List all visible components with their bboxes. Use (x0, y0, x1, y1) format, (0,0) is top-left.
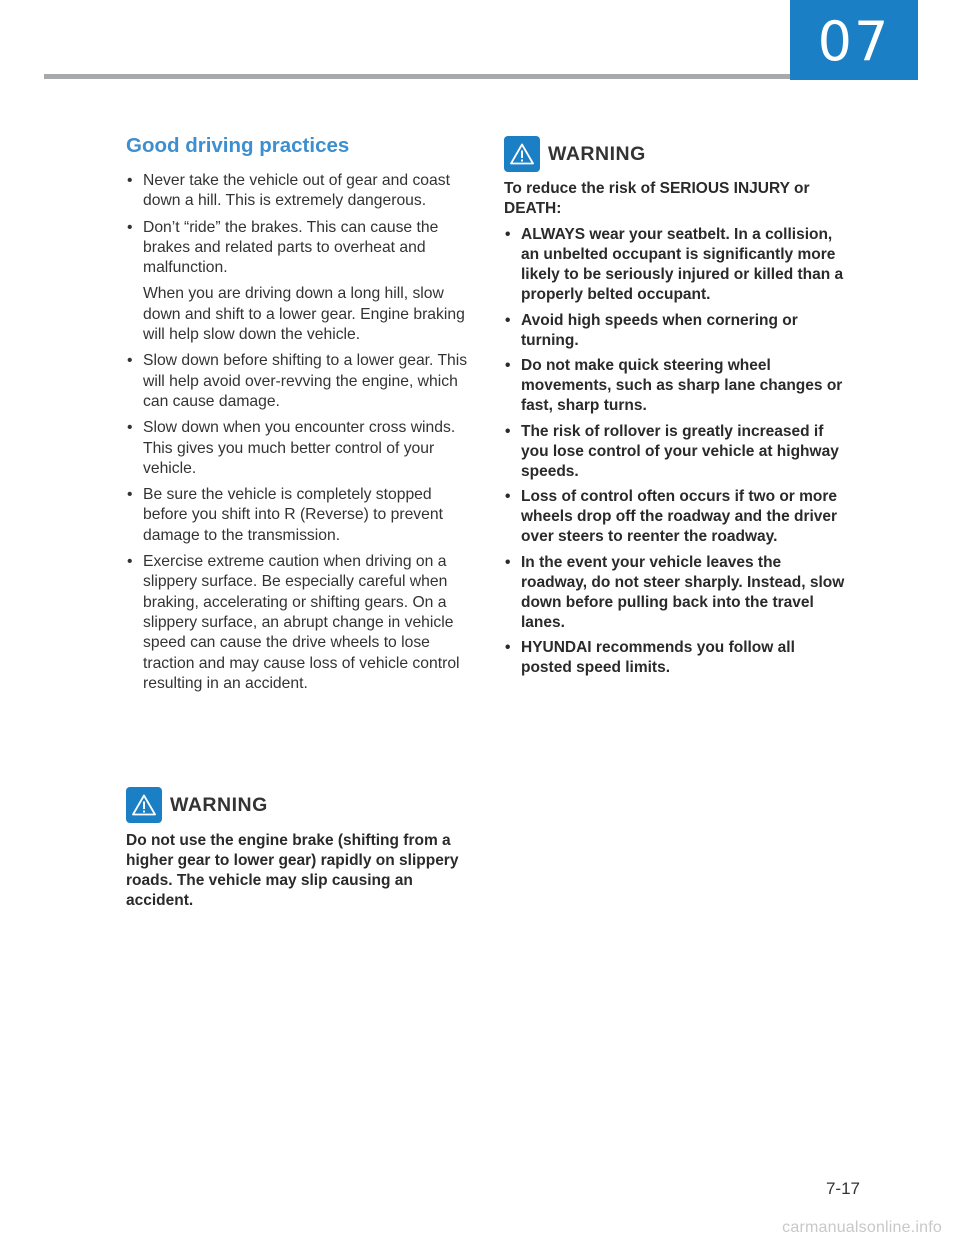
list-item (504, 422, 846, 482)
bullet-marker: • (505, 311, 511, 329)
list-item (126, 351, 468, 412)
list-item (504, 553, 846, 633)
chapter-tab (790, 0, 918, 80)
list-item (504, 311, 846, 351)
list-item (504, 638, 846, 678)
list-item (126, 418, 468, 479)
list-item-text: Do not make quick steering wheel movements, such as sharp lane changes or fast, sharp turns. (521, 357, 843, 414)
list-item-text: Don’t “ride” the brakes. This can cause the brakes and related parts to overheat and malfunction. (143, 218, 439, 277)
list-item (126, 485, 468, 546)
list-item (126, 218, 468, 346)
list-item (504, 225, 846, 305)
bullet-marker: • (505, 357, 511, 374)
list-item-text: HYUNDAI recommends you follow all posted speed limits. (521, 639, 795, 676)
warning-title: WARNING (170, 793, 268, 816)
list-item (126, 552, 468, 694)
list-item-subparagraph: When you are driving down a long hill, slow down and shift to a lower gear. Engine braking will help slow down the vehicle. (143, 285, 465, 344)
bullet-marker: • (127, 553, 133, 571)
warning-text: Do not use the engine brake (shifting from a higher gear to lower gear) rapidly on slippery roads. The vehicle may slip causing an accident. (126, 832, 459, 909)
watermark: carmanualsonline.info (782, 1219, 942, 1236)
warning-intro: To reduce the risk of SERIOUS INJURY or DEATH: (504, 180, 810, 217)
bullet-marker: • (127, 172, 133, 189)
bullet-marker: • (505, 488, 511, 505)
list-item (126, 171, 468, 212)
list-item-text: Never take the vehicle out of gear and coast down a hill. This is extremely dangerous. (143, 172, 450, 210)
driving-practices-list (126, 171, 468, 700)
list-item (504, 356, 846, 416)
warning-header (504, 136, 646, 172)
warning-triangle-icon (504, 136, 540, 172)
list-item-text: Loss of control often occurs if two or more wheels drop off the roadway and the driver over steers to reenter the roadway. (521, 488, 838, 545)
header-rule (44, 74, 790, 79)
bullet-marker: • (127, 486, 133, 504)
bullet-marker: • (505, 226, 511, 243)
bullet-marker: • (127, 352, 133, 370)
chapter-number: 07 (817, 9, 891, 73)
list-item-text: Slow down when you encounter cross winds. This gives you much better control of your vehicle. (143, 419, 456, 477)
list-item-text: The risk of rollover is greatly increased if you lose control of your vehicle at highway speeds. (521, 422, 839, 480)
warning-triangle-icon (126, 787, 162, 823)
list-item-text: ALWAYS wear your seatbelt. In a collision, an unbelted occupant is significantly more likely to be seriously injured or killed than a properly belted occupant. (521, 226, 844, 303)
warning-list (504, 225, 846, 684)
warning-header (126, 787, 268, 823)
bullet-marker: • (505, 422, 511, 440)
list-item-text: In the event your vehicle leaves the roadway, do not steer sharply. Instead, slow down before pulling back into the travel lanes. (521, 553, 845, 631)
section-title: Good driving practices (126, 134, 350, 157)
list-item-text: Slow down before shifting to a lower gear. This will help avoid over-revving the engine, which can cause damage. (143, 352, 468, 410)
warning-title: WARNING (548, 142, 646, 165)
page-number: 7-17 (825, 1179, 860, 1198)
list-item-text: Exercise extreme caution when driving on a slippery surface. Be especially careful when braking, accelerating or shifting gears. On a slippery surface, an abrupt change in vehicle speed can cause the drive wheels to lose traction and may cause loss of vehicle control resulting in an accident. (143, 553, 460, 692)
list-item-text: Avoid high speeds when cornering or turning. (521, 311, 798, 349)
bullet-marker: • (127, 218, 133, 236)
bullet-marker: • (505, 553, 511, 571)
bullet-marker: • (505, 639, 511, 656)
list-item-text: Be sure the vehicle is completely stopped before you shift into R (Reverse) to prevent damage to the transmission. (143, 486, 443, 544)
list-item (504, 487, 846, 547)
bullet-marker: • (127, 419, 133, 437)
